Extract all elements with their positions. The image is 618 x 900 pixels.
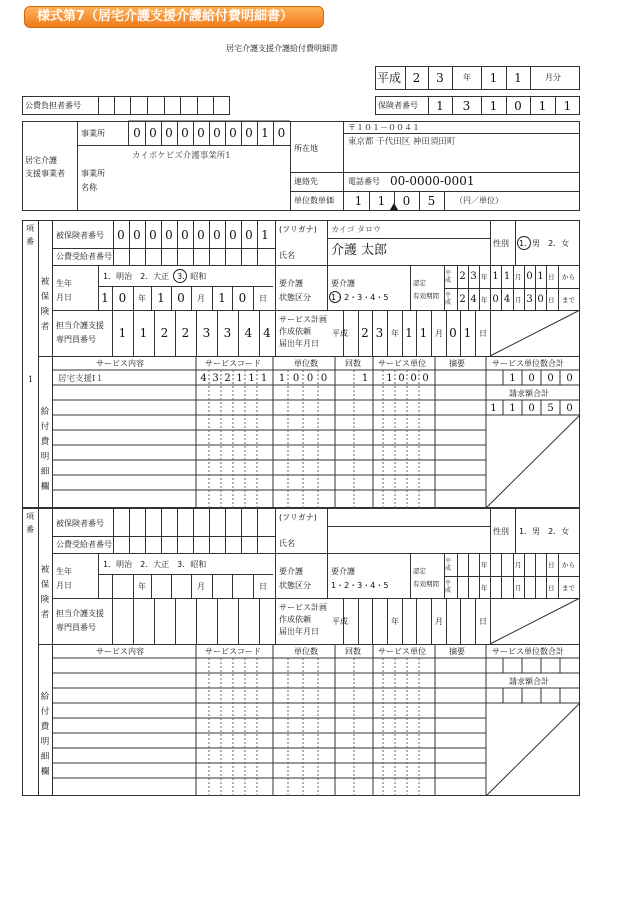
header-claim: 請求額合計 xyxy=(509,677,549,686)
cert-label-2: 有効期間 xyxy=(413,580,439,588)
cert-from-digit: 1 xyxy=(537,271,544,282)
office-name-label-1: 事業所 xyxy=(81,169,105,178)
provider-number-digit: 1 xyxy=(261,126,269,140)
cert-from-digit: 1 xyxy=(492,271,499,282)
header-units: 単位数 xyxy=(294,647,318,656)
claim-digit: 1 xyxy=(509,403,516,414)
row1-times: 1 xyxy=(361,373,369,384)
insured-name: 介護 太郎 xyxy=(331,243,388,258)
plan-digit: 1 xyxy=(405,326,413,340)
row1-service-units-digit: 1 xyxy=(386,373,393,384)
header-service-units: サービス単位 xyxy=(378,647,426,656)
manager-label-2: 専門員番号 xyxy=(56,335,96,344)
gender-options: 1．男 2．女 xyxy=(519,527,570,536)
provider-number-digit: 0 xyxy=(277,126,286,140)
cert-from-nen: 年 xyxy=(481,561,488,569)
insurer-digit: 1 xyxy=(563,99,572,113)
plan-digit: 1 xyxy=(419,326,428,340)
cert-from-digit: 0 xyxy=(526,271,533,282)
row1-code-digit: 4 xyxy=(200,373,207,384)
plan-era: 平成 xyxy=(332,329,348,338)
provider-number-digit: 0 xyxy=(213,126,221,140)
row1-code-digit: 1 xyxy=(236,373,243,384)
plan-hi: 日 xyxy=(479,617,487,626)
cert-to-era: 平成 xyxy=(445,580,452,594)
cert-from-tsuki: 月 xyxy=(515,273,522,281)
plan-digit: 2 xyxy=(361,326,369,340)
care-level-options: 1・2・3・4・5 xyxy=(331,581,389,590)
care-level-label-2: 状態区分 xyxy=(279,581,311,590)
item-kou-label: 項 xyxy=(26,224,34,233)
birth-digit: 0 xyxy=(118,291,127,305)
insurer-digit: 1 xyxy=(436,99,444,113)
document-title: 居宅介護支援介護給付費明細書 xyxy=(226,44,338,53)
insured-digit: 0 xyxy=(149,228,157,242)
row1-code-digit: 3 xyxy=(212,373,219,384)
year-digit: 3 xyxy=(436,71,444,85)
row1-units-digit: 0 xyxy=(292,373,300,384)
row1-service-units-digit: 0 xyxy=(422,373,429,384)
era-label: 平成 xyxy=(377,71,402,85)
row1-service-units-digit: 0 xyxy=(398,373,405,384)
manager-digit: 1 xyxy=(139,326,148,340)
unit-price-digit: 1 xyxy=(377,194,386,208)
plan-digit: 3 xyxy=(375,326,384,340)
unit-price-digit: 0 xyxy=(402,194,411,208)
insured-number-label: 被保険者番号 xyxy=(56,231,104,240)
manager-digit: 4 xyxy=(263,326,271,340)
birth-tsuki: 月 xyxy=(197,582,205,591)
plan-label-1: サービス計画 xyxy=(279,315,327,324)
insured-number-label: 被保険者番号 xyxy=(56,519,104,528)
claim-digit: 1 xyxy=(490,403,497,414)
cert-from-label: から xyxy=(562,561,575,569)
cert-from-hi: 日 xyxy=(548,561,555,569)
birth-nen: 年 xyxy=(138,294,146,303)
header-service: サービス内容 xyxy=(96,647,144,656)
cert-to-hi: 日 xyxy=(548,584,555,592)
public-recipient-label: 公費受給者番号 xyxy=(56,540,112,549)
public-payer-label: 公費負担者番号 xyxy=(25,101,81,110)
gender-label: 性別 xyxy=(493,239,509,248)
provider-number-digit: 0 xyxy=(133,126,141,140)
row1-code-digit: 1 xyxy=(248,373,255,384)
row1-service-units-digit: 0 xyxy=(410,373,417,384)
care-level-options: 1・2・3・4・5 xyxy=(331,293,389,302)
detail-side-label: 給 付 費 明 細 欄 xyxy=(40,692,50,777)
total-units-digit: 0 xyxy=(566,373,573,384)
cert-label-2: 有効期間 xyxy=(413,292,439,300)
claim-digit: 5 xyxy=(547,403,554,414)
office-name: カイポケビズ介護事業所1 xyxy=(132,151,231,161)
row1-units-digit: 0 xyxy=(306,373,314,384)
birth-label-1: 生年 xyxy=(56,567,72,576)
phone-number: 00-0000-0001 xyxy=(390,174,475,188)
insured-side-label: 被 保 険 者 xyxy=(40,277,50,332)
header-service-units: サービス単位 xyxy=(378,359,426,368)
plan-tsuki: 月 xyxy=(435,329,443,338)
cert-to-tsuki: 月 xyxy=(515,296,522,304)
cert-from-hi: 日 xyxy=(548,273,555,281)
insurer-digit: 1 xyxy=(489,99,498,113)
insured-digit: 0 xyxy=(197,228,205,242)
insured-side-label: 被 保 険 者 xyxy=(40,565,50,620)
cert-to-nen: 年 xyxy=(481,584,488,592)
header-summary: 摘要 xyxy=(449,647,465,656)
provider-label-1: 居宅介護 xyxy=(25,156,57,165)
birth-label-2: 月日 xyxy=(56,581,72,590)
birth-digit: 0 xyxy=(177,291,185,305)
provider-number-digit: 0 xyxy=(165,126,173,140)
cert-from-label: から xyxy=(562,273,575,281)
manager-label-2: 専門員番号 xyxy=(56,623,96,632)
item-kou-label: 項 xyxy=(26,512,34,521)
header-times: 回数 xyxy=(345,647,361,656)
cert-to-tsuki: 月 xyxy=(515,584,522,592)
insurer-digit: 1 xyxy=(538,99,547,113)
header-total-units: サービス単位数合計 xyxy=(492,647,564,656)
care-level-label-1: 要介護 xyxy=(279,567,303,576)
address-label: 所在地 xyxy=(294,144,318,153)
insured-digit: 0 xyxy=(165,228,173,242)
row1-code-digit: 1 xyxy=(260,373,268,384)
row1-service: 居宅支援Ⅰ１ xyxy=(58,374,104,384)
header-times: 回数 xyxy=(345,359,361,368)
cert-from-nen: 年 xyxy=(481,273,488,281)
nen-label: 年 xyxy=(463,73,471,82)
manager-digit: 3 xyxy=(202,326,211,340)
header-units: 単位数 xyxy=(294,359,318,368)
detail-side-label: 給 付 費 明 細 欄 xyxy=(40,407,50,492)
total-units-digit: 0 xyxy=(547,373,554,384)
insured-digit: 1 xyxy=(261,228,269,242)
header-service-code: サービスコード xyxy=(205,359,261,368)
insurer-digit: 3 xyxy=(462,99,471,113)
cert-to-digit: 4 xyxy=(503,294,511,305)
plan-label-3: 届出年月日 xyxy=(279,339,319,348)
item-ban-label: 番 xyxy=(26,237,34,246)
plan-label-2: 作成依頼 xyxy=(279,327,311,336)
month-digit: 1 xyxy=(489,71,498,85)
birth-digit: 1 xyxy=(157,291,165,305)
insured-digit: 0 xyxy=(213,228,221,242)
care-level-caption: 要介護 xyxy=(331,279,355,288)
plan-label-1: サービス計画 xyxy=(279,603,327,612)
row1-code-digit: 2 xyxy=(224,373,231,384)
unit-price-digit: 5 xyxy=(427,194,436,208)
cert-label-1: 認定 xyxy=(413,279,426,287)
cert-label-1: 認定 xyxy=(413,567,426,575)
cert-from-tsuki: 月 xyxy=(515,561,522,569)
header-total-units: サービス単位数合計 xyxy=(492,359,564,368)
address: 東京都 千代田区 神田須田町 xyxy=(348,137,456,147)
claim-digit: 0 xyxy=(566,403,573,414)
insured-digit: 0 xyxy=(181,228,189,242)
care-level-label-1: 要介護 xyxy=(279,279,303,288)
cert-to-nen: 年 xyxy=(481,296,488,304)
public-recipient-label: 公費受給者番号 xyxy=(56,252,112,261)
cert-to-digit: 0 xyxy=(492,294,499,305)
provider-number-digit: 0 xyxy=(245,126,253,140)
insurer-label: 保険者番号 xyxy=(378,101,418,110)
furigana-label: (フリガナ) xyxy=(279,513,317,522)
plan-nen: 年 xyxy=(391,617,399,626)
plan-nen: 年 xyxy=(391,329,399,338)
claim-digit: 0 xyxy=(528,403,535,414)
plan-label-2: 作成依頼 xyxy=(279,615,311,624)
provider-label-2: 支援事業者 xyxy=(25,169,65,178)
header-summary: 摘要 xyxy=(449,359,465,368)
birth-digit: 0 xyxy=(238,291,247,305)
birth-era-options: 1．明治 2．大正 3．昭和 xyxy=(103,272,207,281)
office-label: 事業所 xyxy=(81,129,105,138)
month-digit: 1 xyxy=(514,71,522,85)
header-service-code: サービスコード xyxy=(205,647,261,656)
year-digit: 2 xyxy=(412,71,421,85)
birth-label-1: 生年 xyxy=(56,279,72,288)
birth-digit: 1 xyxy=(218,291,226,305)
birth-era-options: 1．明治 2．大正 3．昭和 xyxy=(103,560,207,569)
birth-digit: 1 xyxy=(101,291,109,305)
insured-digit: 0 xyxy=(229,228,237,242)
cert-from-era: 平成 xyxy=(445,558,452,572)
total-units-digit: 0 xyxy=(528,373,535,384)
cert-to-digit: 3 xyxy=(526,294,533,305)
manager-digit: 2 xyxy=(181,326,190,340)
gender-label: 性別 xyxy=(493,527,509,536)
row1-units-digit: 1 xyxy=(278,373,286,384)
unit-price-suffix: （円／単位） xyxy=(455,196,503,205)
care-level-caption: 要介護 xyxy=(331,567,355,576)
plan-tsuki: 月 xyxy=(435,617,443,626)
insured-digit: 0 xyxy=(133,228,141,242)
cert-from-digit: 3 xyxy=(470,271,477,282)
phone-label: 電話番号 xyxy=(348,177,380,186)
provider-number-digit: 0 xyxy=(149,126,157,140)
provider-number-digit: 0 xyxy=(229,126,237,140)
postal-code: 〒１０１－００４１ xyxy=(348,123,420,132)
birth-hi: 日 xyxy=(259,582,267,591)
manager-digit: 3 xyxy=(223,326,232,340)
office-name-label-2: 名称 xyxy=(81,183,97,192)
name-label: 氏名 xyxy=(279,539,295,548)
manager-label-1: 担当介護支援 xyxy=(56,321,104,330)
provider-number-digit: 0 xyxy=(181,126,189,140)
form-banner: 様式第7（居宅介護支援介護給付費明細書） xyxy=(24,6,324,28)
plan-digit: 0 xyxy=(449,326,457,340)
birth-tsuki: 月 xyxy=(197,294,205,303)
furigana-value: カイゴ タロウ xyxy=(331,225,381,234)
gender-options: 1．男 2．女 xyxy=(519,239,570,248)
birth-label-2: 月日 xyxy=(56,293,72,302)
plan-digit: 1 xyxy=(463,326,472,340)
month-label: 月分 xyxy=(545,73,561,82)
cert-to-hi: 日 xyxy=(548,296,555,304)
cert-from-era: 平成 xyxy=(445,270,452,284)
insured-digit: 0 xyxy=(245,228,253,242)
manager-label-1: 担当介護支援 xyxy=(56,609,104,618)
unit-price-digit: 1 xyxy=(354,194,363,208)
plan-era: 平成 xyxy=(332,617,348,626)
unit-price-label: 単位数単価 xyxy=(294,196,334,205)
item-number: 1 xyxy=(28,375,34,384)
header-service: サービス内容 xyxy=(96,359,144,368)
insured-digit: 0 xyxy=(117,228,125,242)
total-units-digit: 1 xyxy=(509,373,516,384)
manager-digit: 4 xyxy=(244,326,253,340)
birth-nen: 年 xyxy=(138,582,146,591)
cert-to-label: まで xyxy=(562,584,575,592)
item-ban-label: 番 xyxy=(26,525,34,534)
row1-units-digit: 0 xyxy=(320,373,328,384)
care-level-label-2: 状態区分 xyxy=(279,293,311,302)
furigana-label: (フリガナ) xyxy=(279,225,317,234)
manager-digit: 1 xyxy=(118,326,127,340)
cert-from-digit: 1 xyxy=(503,271,511,282)
contact-label: 連絡先 xyxy=(294,177,318,186)
cert-to-era: 平成 xyxy=(445,292,452,306)
cert-to-label: まで xyxy=(562,296,575,304)
cert-to-digit: 2 xyxy=(459,294,466,305)
cert-to-digit: 4 xyxy=(470,294,477,305)
provider-number-digit: 0 xyxy=(197,126,205,140)
plan-hi: 日 xyxy=(479,329,487,338)
manager-digit: 2 xyxy=(160,326,169,340)
plan-label-3: 届出年月日 xyxy=(279,627,319,636)
insurer-digit: 0 xyxy=(514,99,522,113)
header-claim: 請求額合計 xyxy=(509,389,549,398)
birth-hi: 日 xyxy=(259,294,267,303)
cert-from-digit: 2 xyxy=(459,271,466,282)
cert-to-digit: 0 xyxy=(537,294,544,305)
name-label: 氏名 xyxy=(279,251,295,260)
